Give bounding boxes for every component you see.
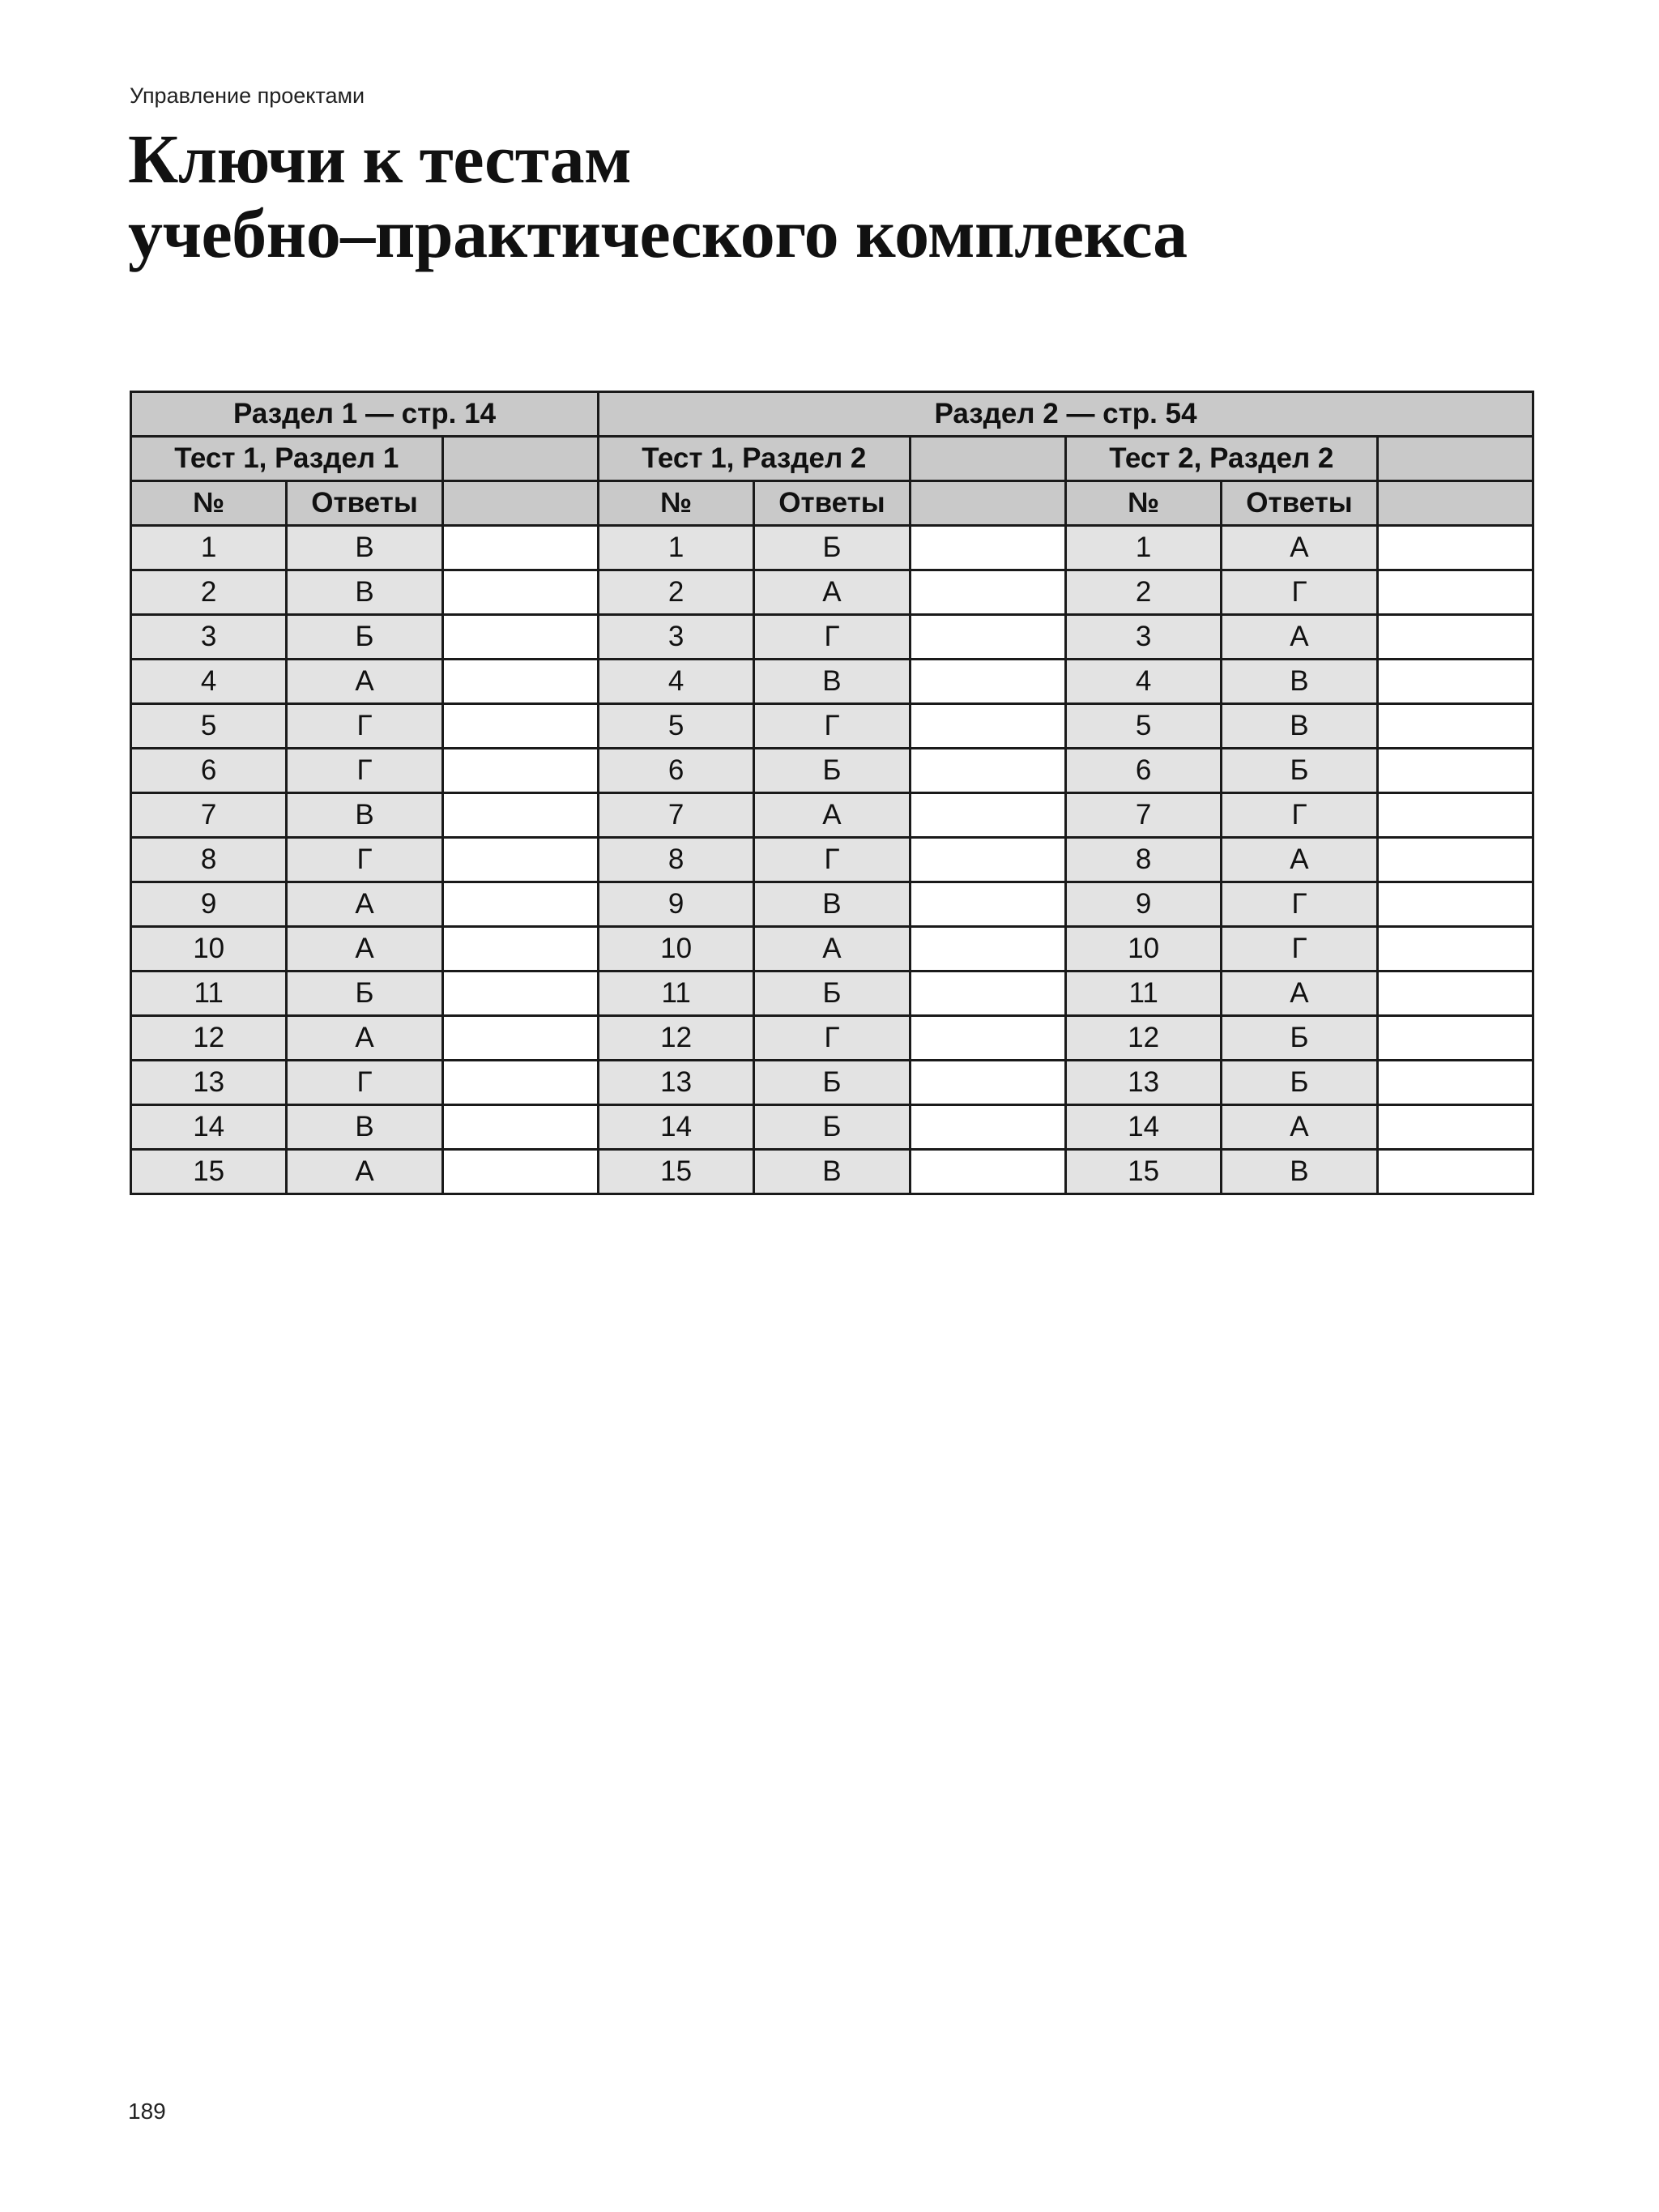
answer-cell: А [1222,615,1377,660]
running-head: Управление проектами [130,83,365,108]
table-row [131,1150,1533,1194]
question-number-cell: 13 [598,1061,753,1105]
column-header-number: № [598,481,753,526]
blank-cell [1377,882,1533,927]
table-row [131,704,1533,749]
question-number-cell: 1 [1065,526,1221,570]
blank-cell [910,1016,1065,1061]
blank-cell [442,704,598,749]
section-header: Раздел 2 — стр. 54 [598,392,1533,437]
answer-cell: Г [287,749,442,793]
blank-header-cell [910,437,1065,481]
blank-cell [442,838,598,882]
blank-cell [1377,793,1533,838]
answer-cell: В [754,1150,910,1194]
test-header-row [131,437,1533,481]
question-number-cell: 3 [1065,615,1221,660]
question-number-cell: 10 [598,927,753,971]
blank-cell [1377,971,1533,1016]
column-header-answers: Ответы [1222,481,1377,526]
blank-cell [910,793,1065,838]
answer-cell: В [754,660,910,704]
question-number-cell: 3 [131,615,287,660]
question-number-cell: 5 [1065,704,1221,749]
answer-cell: Г [1222,793,1377,838]
blank-cell [1377,615,1533,660]
table-row [131,793,1533,838]
blank-cell [910,526,1065,570]
column-header-answers: Ответы [754,481,910,526]
blank-cell [442,615,598,660]
column-header-answers: Ответы [287,481,442,526]
question-number-cell: 6 [1065,749,1221,793]
blank-cell [442,570,598,615]
test-header: Тест 2, Раздел 2 [1065,437,1377,481]
page-number: 189 [128,2099,166,2124]
blank-cell [1377,1061,1533,1105]
page-title-line-2: учебно–практического комплекса [128,194,1188,272]
blank-cell [442,1105,598,1150]
blank-cell [910,882,1065,927]
question-number-cell: 12 [131,1016,287,1061]
question-number-cell: 2 [1065,570,1221,615]
blank-cell [910,615,1065,660]
blank-cell [910,660,1065,704]
answer-cell: Б [287,615,442,660]
question-number-cell: 13 [1065,1061,1221,1105]
question-number-cell: 4 [131,660,287,704]
answer-cell: Г [287,704,442,749]
question-number-cell: 5 [131,704,287,749]
blank-header-cell [442,481,598,526]
question-number-cell: 8 [131,838,287,882]
table-row [131,971,1533,1016]
question-number-cell: 10 [131,927,287,971]
answer-cell: В [754,882,910,927]
page-title-line-1: Ключи к тестам [128,120,632,198]
blank-cell [1377,927,1533,971]
blank-header-cell [1377,437,1533,481]
answer-cell: В [287,526,442,570]
question-number-cell: 9 [598,882,753,927]
blank-cell [1377,526,1533,570]
answer-cell: А [287,882,442,927]
answer-cell: Г [287,838,442,882]
table-row [131,927,1533,971]
answer-cell: Г [754,838,910,882]
answer-cell: Б [754,1105,910,1150]
blank-cell [442,927,598,971]
blank-cell [1377,838,1533,882]
blank-cell [1377,1150,1533,1194]
blank-cell [442,793,598,838]
answer-cell: Б [754,971,910,1016]
question-number-cell: 14 [1065,1105,1221,1150]
question-number-cell: 14 [131,1105,287,1150]
question-number-cell: 9 [131,882,287,927]
blank-cell [442,1150,598,1194]
question-number-cell: 12 [1065,1016,1221,1061]
answer-cell: В [287,1105,442,1150]
question-number-cell: 1 [598,526,753,570]
question-number-cell: 13 [131,1061,287,1105]
question-number-cell: 15 [598,1150,753,1194]
table-row [131,1016,1533,1061]
answer-cell: Б [754,1061,910,1105]
blank-header-cell [442,437,598,481]
blank-cell [442,526,598,570]
blank-cell [442,660,598,704]
question-number-cell: 14 [598,1105,753,1150]
answer-cell: Г [287,1061,442,1105]
section-header: Раздел 1 — стр. 14 [131,392,599,437]
answer-cell: Г [754,1016,910,1061]
question-number-cell: 15 [131,1150,287,1194]
blank-cell [910,838,1065,882]
question-number-cell: 2 [131,570,287,615]
table-row [131,1061,1533,1105]
column-header-row [131,481,1533,526]
answer-cell: А [287,927,442,971]
answer-cell: Б [1222,749,1377,793]
blank-cell [442,749,598,793]
blank-cell [910,927,1065,971]
question-number-cell: 9 [1065,882,1221,927]
test-header: Тест 1, Раздел 2 [598,437,910,481]
blank-cell [910,570,1065,615]
answer-cell: Г [754,615,910,660]
blank-cell [1377,749,1533,793]
answer-cell: Б [754,749,910,793]
answer-cell: А [1222,971,1377,1016]
answer-cell: А [754,570,910,615]
table-row [131,749,1533,793]
column-header-number: № [1065,481,1221,526]
blank-cell [442,882,598,927]
answer-cell: Г [1222,927,1377,971]
blank-cell [910,749,1065,793]
answer-cell: В [1222,1150,1377,1194]
answer-cell: А [754,793,910,838]
question-number-cell: 4 [1065,660,1221,704]
question-number-cell: 7 [598,793,753,838]
blank-cell [910,1150,1065,1194]
answer-cell: В [287,793,442,838]
section-header-row [131,392,1533,437]
question-number-cell: 3 [598,615,753,660]
answer-cell: Б [1222,1016,1377,1061]
question-number-cell: 15 [1065,1150,1221,1194]
table-row [131,526,1533,570]
answer-cell: Б [287,971,442,1016]
question-number-cell: 2 [598,570,753,615]
answer-cell: Г [1222,882,1377,927]
blank-cell [910,1105,1065,1150]
blank-cell [1377,660,1533,704]
blank-header-cell [1377,481,1533,526]
blank-cell [1377,570,1533,615]
answer-cell: А [1222,1105,1377,1150]
table-row [131,838,1533,882]
answer-key-body [131,526,1533,1194]
test-header: Тест 1, Раздел 1 [131,437,443,481]
question-number-cell: 8 [598,838,753,882]
blank-header-cell [910,481,1065,526]
table-row [131,660,1533,704]
table-row [131,615,1533,660]
page-title [128,122,1188,271]
answer-cell: А [287,1150,442,1194]
blank-cell [1377,1105,1533,1150]
answer-cell: А [1222,526,1377,570]
answer-cell: Г [1222,570,1377,615]
answer-cell: Б [1222,1061,1377,1105]
answer-cell: В [287,570,442,615]
answer-cell: А [754,927,910,971]
question-number-cell: 7 [1065,793,1221,838]
question-number-cell: 6 [598,749,753,793]
question-number-cell: 1 [131,526,287,570]
blank-cell [442,971,598,1016]
answer-cell: В [1222,704,1377,749]
answer-cell: Б [754,526,910,570]
blank-cell [442,1061,598,1105]
question-number-cell: 11 [131,971,287,1016]
blank-cell [1377,1016,1533,1061]
blank-cell [910,704,1065,749]
blank-cell [910,971,1065,1016]
question-number-cell: 6 [131,749,287,793]
question-number-cell: 11 [598,971,753,1016]
answer-cell: Г [754,704,910,749]
question-number-cell: 5 [598,704,753,749]
blank-cell [910,1061,1065,1105]
answer-cell: А [287,660,442,704]
question-number-cell: 4 [598,660,753,704]
answer-cell: А [287,1016,442,1061]
table-row [131,1105,1533,1150]
question-number-cell: 7 [131,793,287,838]
question-number-cell: 11 [1065,971,1221,1016]
question-number-cell: 12 [598,1016,753,1061]
answer-cell: В [1222,660,1377,704]
column-header-number: № [131,481,287,526]
question-number-cell: 8 [1065,838,1221,882]
answer-cell: А [1222,838,1377,882]
blank-cell [1377,704,1533,749]
table-row [131,570,1533,615]
answer-key-table [130,391,1534,1195]
table-row [131,882,1533,927]
blank-cell [442,1016,598,1061]
question-number-cell: 10 [1065,927,1221,971]
